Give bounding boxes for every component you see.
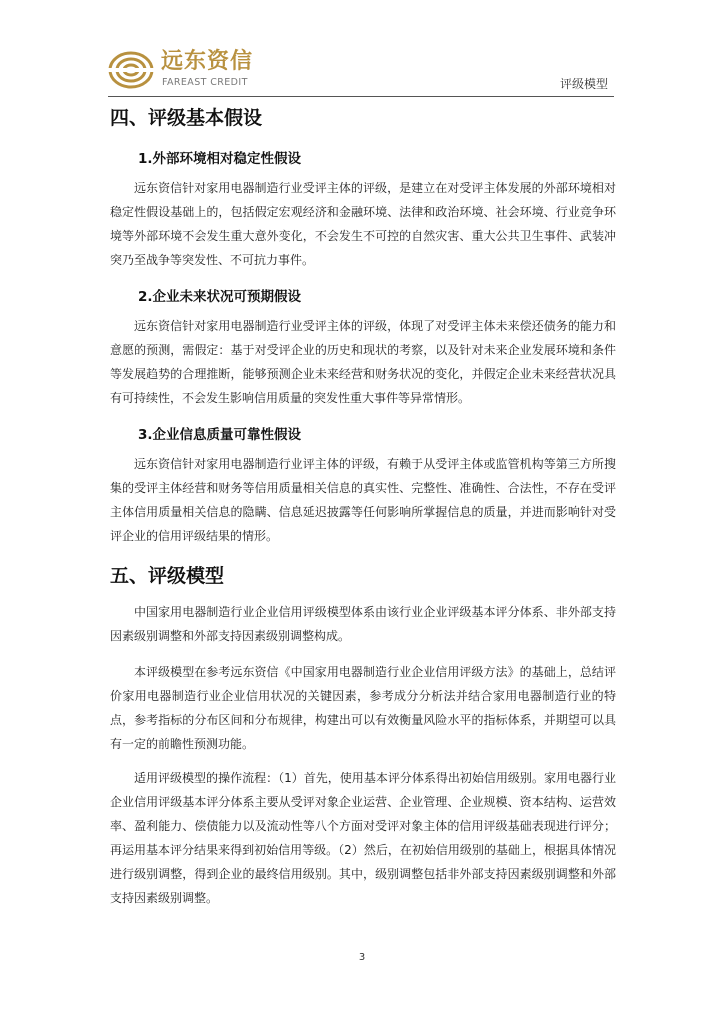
subsection-2-title: 2.企业未来状况可预期假设	[138, 289, 302, 305]
section-5-paragraph-1: 中国家用电器制造行业企业信用评级模型体系由该行业企业评级基本评分体系、非外部支持因素级别调整和外部支持因素级别调整构成。	[110, 605, 616, 643]
page-number: 3	[358, 952, 366, 963]
header-divider	[108, 96, 614, 97]
section-5-title: 五、评级模型	[110, 565, 225, 587]
logo-chinese-name: 远东资信	[161, 49, 254, 74]
subsection-1-title: 1.外部环境相对稳定性假设	[138, 151, 302, 167]
section-4-title: 四、评级基本假设	[110, 107, 263, 129]
section-5-paragraph-2: 本评级模型在参考远东资信《中国家用电器制造行业企业信用评级方法》的基础上，总结评价家用电器制造行业企业信用状况的关键因素，参考成分分析法并结合家用电器制造行业的特点，参考指标的分布区间和分布规律，构建出可以有效衡量风险水平的指标体系，并期望可以具有一定的前瞻性预测功能。	[110, 665, 616, 751]
subsection-3-title: 3.企业信息质量可靠性假设	[138, 427, 302, 443]
header-section-label: 评级模型	[559, 77, 608, 91]
subsection-1-text: 远东资信针对家用电器制造行业受评主体的评级，是建立在对受评主体发展的外部环境相对稳定性假设基础上的，包括假定宏观经济和金融环境、法律和政治环境、社会环境、行业竞争环境等外部环境不会发生重大意外变化，不会发生不可控的自然灾害、重大公共卫生事件、武装冲突乃至战争等突发性、不可抗力事件。	[110, 181, 616, 267]
section-5-paragraph-3: 适用评级模型的操作流程：（1）首先，使用基本评分体系得出初始信用级别。家用电器行业企业信用评级基本评分体系主要从受评对象企业运营、企业管理、企业规模、资本结构、运营效率、盈利能力、偿债能力以及流动性等八个方面对受评对象主体的信用评级基础表现进行评分；再运用基本评分结果来得到初始信用等级。（2）然后，在初始信用级别的基础上，根据具体情况进行级别调整，得到企业的最终信用级别。其中，级别调整包括非外部支持因素级别调整和外部支持因素级别调整。	[110, 771, 616, 905]
logo-english-name: FAREAST CREDIT	[162, 77, 248, 88]
subsection-2-text: 远东资信针对家用电器制造行业受评主体的评级，体现了对受评主体未来偿还债务的能力和意愿的预测，需假定：基于对受评企业的历史和现状的考察，以及针对未来企业发展环境和条件等发展趋势的合理推断，能够预测企业未来经营和财务状况的变化，并假定企业未来经营状况具有可持续性，不会发生影响信用质量的突发性重大事件等异常情形。	[110, 319, 616, 405]
subsection-3-text: 远东资信针对家用电器制造行业评主体的评级，有赖于从受评主体或监管机构等第三方所搜集的受评主体经营和财务等信用质量相关信息的真实性、完整性、准确性、合法性，不存在受评主体信用质量相关信息的隐瞒、信息延迟披露等任何影响所掌握信息的质量，并进而影响针对受评企业的信用评级结果的情形。	[110, 457, 616, 543]
fareast-logo-icon	[108, 50, 154, 90]
page-header	[108, 44, 614, 100]
